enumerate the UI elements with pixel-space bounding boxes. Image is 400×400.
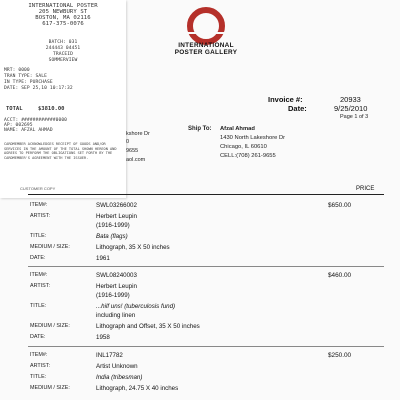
receipt-batch-id: 244443 04451 — [45, 46, 81, 51]
page-indicator: Page 1 of 3 — [340, 114, 369, 120]
poster-title: Bata (flags) — [96, 233, 128, 240]
artist-dates: (1916-1999) — [96, 222, 130, 229]
receipt-acct: ACCT: ############0000 — [4, 118, 68, 123]
date-label: DATE: — [30, 255, 46, 261]
date-label: DATE: — [30, 334, 46, 340]
receipt-tran-type: TRAN TYPE: SALE — [4, 74, 47, 79]
poster-title: India (tribesman) — [96, 374, 143, 381]
ship-to-city: Chicago, IL 60610 — [220, 144, 267, 150]
item-price: $650.00 — [328, 202, 352, 209]
receipt-phone: 617-375-0076 — [42, 21, 84, 27]
item-label: ITEM#: — [30, 352, 48, 358]
billto-partial-1: kshore Dr — [126, 131, 150, 137]
poster-date: 1958 — [96, 334, 110, 341]
receipt-total-label: TOTAL — [6, 106, 23, 112]
artist-name: Artist Unknown — [96, 363, 138, 370]
ship-to-label: Ship To: — [188, 126, 212, 132]
artist-name: Herbert Leupin — [96, 283, 137, 290]
item-price: $250.00 — [328, 352, 352, 359]
receipt-street: 205 NEWBURY ST — [38, 9, 88, 15]
receipt-total-value: $3810.00 — [38, 106, 65, 112]
artist-name: Herbert Leupin — [96, 213, 137, 220]
receipt-ap: AP: 002695 — [4, 123, 33, 128]
artist-label: ARTIST: — [30, 363, 50, 369]
logo-line-2: POSTER GALLERY — [174, 49, 238, 56]
medium-label: MEDIUM / SIZE: — [30, 244, 70, 250]
invoice-date: 9/25/2010 — [334, 104, 368, 113]
receipt-mrt: MRT: 0000 — [4, 68, 30, 73]
receipt-trace-id: SOMMERVIEW — [48, 58, 78, 63]
invoice-number-label: Invoice #: — [268, 95, 303, 104]
credit-card-receipt — [0, 0, 126, 198]
medium-size: Lithograph and Offset, 35 X 50 inches — [96, 323, 200, 330]
billto-partial-4: aol.com — [126, 157, 146, 163]
invoice-date-label: Date: — [288, 104, 307, 113]
receipt-fine-print: CARDMEMBER ACKNOWLEDGES RECEIPT OF GOODS AND/OR SERVICES IN THE AMOUNT OF THE TOTAL SHOWN HEREON AND AGREES TO PERFORM THE OBLIGATIONS SET FORTH BY THE CARDMEMBER'S AGREEMENT WITH THE ISSUER. — [4, 142, 117, 160]
title-label: TITLE: — [30, 374, 47, 380]
receipt-trace: TRACEID — [52, 52, 74, 57]
ship-to-street: 1430 North Lakeshore Dr — [220, 135, 286, 141]
medium-size: Lithograph, 35 X 50 inches — [96, 244, 170, 251]
receipt-name: NAME: AFZAL AHMAD — [4, 128, 53, 133]
receipt-customer-copy: CUSTOMER COPY — [20, 186, 56, 191]
medium-label: MEDIUM / SIZE: — [30, 323, 70, 329]
medium-size: Lithograph, 24.75 X 40 inches — [96, 385, 179, 392]
item-number: SWL08240003 — [96, 272, 137, 279]
item-divider-1 — [28, 266, 384, 267]
receipt-date: DATE: SEP 25,10 10:17:32 — [4, 86, 73, 91]
medium-label: MEDIUM / SIZE: — [30, 385, 70, 391]
table-header-rule — [28, 194, 384, 195]
logo-line-1: INTERNATIONAL — [178, 42, 234, 49]
artist-label: ARTIST: — [30, 283, 50, 289]
gallery-logo-text — [150, 42, 262, 56]
receipt-in-type: IN TYPE: PURCHASE — [4, 80, 53, 85]
receipt-batch: BATCH: 031 — [48, 40, 78, 45]
billto-partial-3: 9655 — [126, 148, 139, 154]
invoice-number: 20933 — [340, 95, 361, 104]
item-price: $460.00 — [328, 272, 352, 279]
ship-to-name: Afzal Ahmad — [220, 126, 255, 132]
item-divider-2 — [28, 346, 384, 347]
item-label: ITEM#: — [30, 202, 48, 208]
item-number: INL17782 — [96, 352, 123, 359]
price-column-header: PRICE — [356, 186, 375, 192]
receipt-store-name: INTERNATIONAL POSTER — [28, 3, 98, 9]
artist-dates: (1916-1999) — [96, 292, 130, 299]
item-label: ITEM#: — [30, 272, 48, 278]
ship-to-cell: CELL:(708) 261-9655 — [220, 153, 276, 159]
poster-title-extra: including linen — [96, 312, 136, 319]
poster-date: 1961 — [96, 255, 110, 262]
billto-partial-2: 0 — [126, 139, 130, 145]
artist-label: ARTIST: — [30, 213, 50, 219]
title-label: TITLE: — [30, 303, 47, 309]
poster-title: ...hilf uns! (tuberculosis fund) — [96, 303, 176, 310]
receipt-city: BOSTON, MA 02116 — [35, 15, 91, 21]
gallery-logo-icon — [174, 6, 238, 66]
item-number: SWL03266002 — [96, 202, 137, 209]
title-label: TITLE: — [30, 233, 47, 239]
